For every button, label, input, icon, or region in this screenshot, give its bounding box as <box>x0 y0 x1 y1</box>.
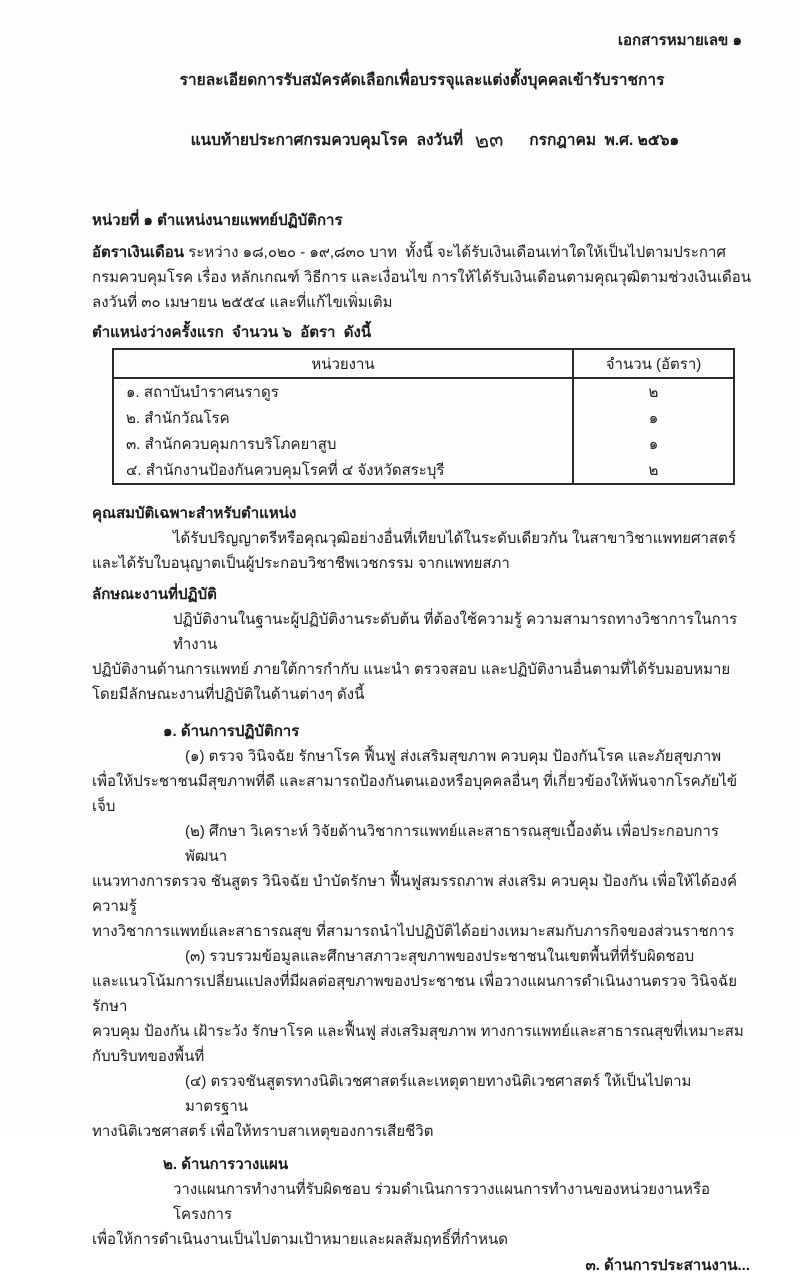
intro-line-3: โดยมีลักษณะงานที่ปฏิบัติในด้านต่างๆ ดังนี้ <box>92 686 365 703</box>
handwritten-date: ๒๓ <box>473 126 505 154</box>
table-cell-unit: ๑. สถาบันบำราศนราดูร <box>126 384 279 401</box>
unit-heading: หน่วยที่ ๑ ตำแหน่งนายแพทย์ปฏิบัติการ <box>92 212 343 229</box>
column-header-unit: หน่วยงาน <box>113 349 573 378</box>
item-1-line-1: (๑) ตรวจ วินิจฉัย รักษาโรค ฟื้นฟู ส่งเสริมสุขภาพ ควบคุม ป้องกันโรค และภัยสุขภาพ <box>185 748 722 765</box>
item-4-line-2: ทางนิติเวชศาสตร์ เพื่อให้ทราบสาเหตุของการเสียชีวิต <box>92 1123 434 1140</box>
table-row <box>113 405 734 431</box>
table-cell-unit: ๔. สำนักงานป้องกันควบคุมโรคที่ ๔ จังหวัดสระบุรี <box>126 462 445 479</box>
table-cell-unit: ๓. สำนักควบคุมการบริโภคยาสูบ <box>126 436 337 453</box>
item-3-line-3: ควบคุม ป้องกัน เฝ้าระวัง รักษาโรค และฟื้นฟู ส่งเสริมสุขภาพ ทางการแพทย์และสาธารณสุขที่เหมาะสม <box>92 1023 744 1040</box>
intro-line-1: ปฏิบัติงานในฐานะผู้ปฏิบัติงานระดับต้น ที่ต้องใช้ความรู้ ความสามารถทางวิชาการในการทำงาน <box>173 611 738 653</box>
job-description-heading: ลักษณะงานที่ปฏิบัติ <box>92 586 217 603</box>
table-row <box>113 457 734 484</box>
salary-paragraph <box>92 240 752 315</box>
salary-line-1 <box>92 240 752 265</box>
item-1-line-2: เพื่อให้ประชาชนมีสุขภาพที่ดี และสามารถป้องกันตนเองหรือบุคคลอื่นๆ ที่เกี่ยวข้องให้พ้นจากโรคภัยไข้เจ็บ <box>92 773 738 815</box>
table-header-row <box>113 349 734 378</box>
table-row <box>113 431 734 457</box>
item-4-line-1: (๔) ตรวจชันสูตรทางนิติเวชศาสตร์และเหตุตายทางนิติเวชศาสตร์ ให้เป็นไปตามมาตรฐาน <box>185 1073 692 1115</box>
qualification-line-1: ได้รับปริญญาตรีหรือคุณวุฒิอย่างอื่นที่เทียบได้ในระดับเดียวกัน ในสาขาวิชาแพทยศาสตร์ <box>173 530 736 547</box>
table-cell-count: ๑ <box>573 405 734 431</box>
title-line-1: รายละเอียดการรับสมัครคัดเลือกเพื่อบรรจุและแต่งตั้งบุคคลเข้ารับราชการ <box>179 72 665 89</box>
salary-line-2: กรมควบคุมโรค เรื่อง หลักเกณฑ์ วิธีการ และเงื่อนไข การให้ได้รับเงินเดือนตามคุณวุฒิตามช่วงเงินเดือน <box>92 269 751 286</box>
item-3-line-1: (๓) รวบรวมข้อมูลและศึกษาสภาวะสุขภาพของประชาชนในเขตพื้นที่ที่รับผิดชอบ <box>185 948 695 965</box>
plan-line-2: เพื่อให้การดำเนินงานเป็นไปตามเป้าหมายและผลสัมฤทธิ์ที่กำหนด <box>92 1231 509 1248</box>
section-2-heading: ๒. ด้านการวางแผน <box>163 1156 289 1173</box>
intro-line-2: ปฏิบัติงานด้านการแพทย์ ภายใต้การกำกับ แนะนำ ตรวจสอบ และปฏิบัติงานอื่นตามที่ได้รับมอบหมาย <box>92 661 731 678</box>
table-cell-count: ๒ <box>573 457 734 484</box>
title-line-2 <box>92 96 752 186</box>
duty-item-4 <box>92 1069 752 1144</box>
table-cell-count: ๑ <box>573 431 734 457</box>
salary-label: อัตราเงินเดือน <box>92 244 185 261</box>
title-line-2-prefix: แนบท้ายประกาศกรมควบคุมโรค ลงวันที่ <box>190 132 464 149</box>
duty-item-2 <box>92 819 752 944</box>
item-2-line-3: ทางวิชาการแพทย์และสาธารณสุข ที่สามารถนำไปปฏิบัติได้อย่างเหมาะสมกับภารกิจของส่วนราชการ <box>92 923 735 940</box>
duty-item-3 <box>92 944 752 1069</box>
vacancy-table <box>112 348 735 485</box>
table-row <box>113 378 734 405</box>
document-title <box>92 66 752 186</box>
table-cell-unit: ๒. สำนักวัณโรค <box>126 410 230 427</box>
table-cell-count: ๒ <box>573 378 734 405</box>
next-section-note: ๓. ด้านการประสานงาน... <box>585 1257 750 1274</box>
salary-line-1-rest: ระหว่าง ๑๘,๐๒๐ - ๑๙,๘๓๐ บาท ทั้งนี้ จะได้รับเงินเดือนเท่าใดให้เป็นไปตามประกาศ <box>184 244 726 261</box>
duty-item-1 <box>92 744 752 819</box>
doc-number-label: เอกสารหมายเลข ๑ <box>617 32 742 49</box>
section-1-heading: ๑. ด้านการปฏิบัติการ <box>163 723 300 740</box>
qualification-paragraph <box>92 526 752 576</box>
qualification-line-2: และได้รับใบอนุญาตเป็นผู้ประกอบวิชาชีพเวชกรรม จากแพทยสภา <box>92 555 510 572</box>
vacancy-heading: ตำแหน่งว่างครั้งแรก จำนวน ๖ อัตรา ดังนี้ <box>92 324 372 341</box>
item-2-line-2: แนวทางการตรวจ ชันสูตร วินิจฉัย บำบัดรักษา ฟื้นฟูสมรรถภาพ ส่งเสริม ควบคุม ป้องกัน เพื่อให้ได้องค์ความรู้ <box>92 873 738 915</box>
column-header-count: จำนวน (อัตรา) <box>573 349 734 378</box>
title-line-2-suffix: กรกฎาคม พ.ศ. ๒๕๖๑ <box>529 132 680 149</box>
job-description-intro <box>92 607 752 707</box>
salary-line-3: ลงวันที่ ๓๐ เมษายน ๒๕๕๔ และที่แก้ไขเพิ่มเติม <box>92 294 393 311</box>
item-3-line-2: และแนวโน้มการเปลี่ยนแปลงที่มีผลต่อสุขภาพของประชาชน เพื่อวางแผนการดำเนินงานตรวจ วินิจฉัย รักษา <box>92 973 742 1015</box>
item-2-line-1: (๒) ศึกษา วิเคราะห์ วิจัยด้านวิชาการแพทย์และสาธารณสุขเบื้องต้น เพื่อประกอบการพัฒนา <box>185 823 719 865</box>
qualification-heading: คุณสมบัติเฉพาะสำหรับตำแหน่ง <box>92 505 297 522</box>
plan-line-1: วางแผนการทำงานที่รับผิดชอบ ร่วมดำเนินการวางแผนการทำงานของหน่วยงานหรือโครงการ <box>173 1181 711 1223</box>
planning-paragraph <box>92 1177 752 1252</box>
item-3-line-4: กับบริบทของพื้นที่ <box>92 1048 205 1065</box>
